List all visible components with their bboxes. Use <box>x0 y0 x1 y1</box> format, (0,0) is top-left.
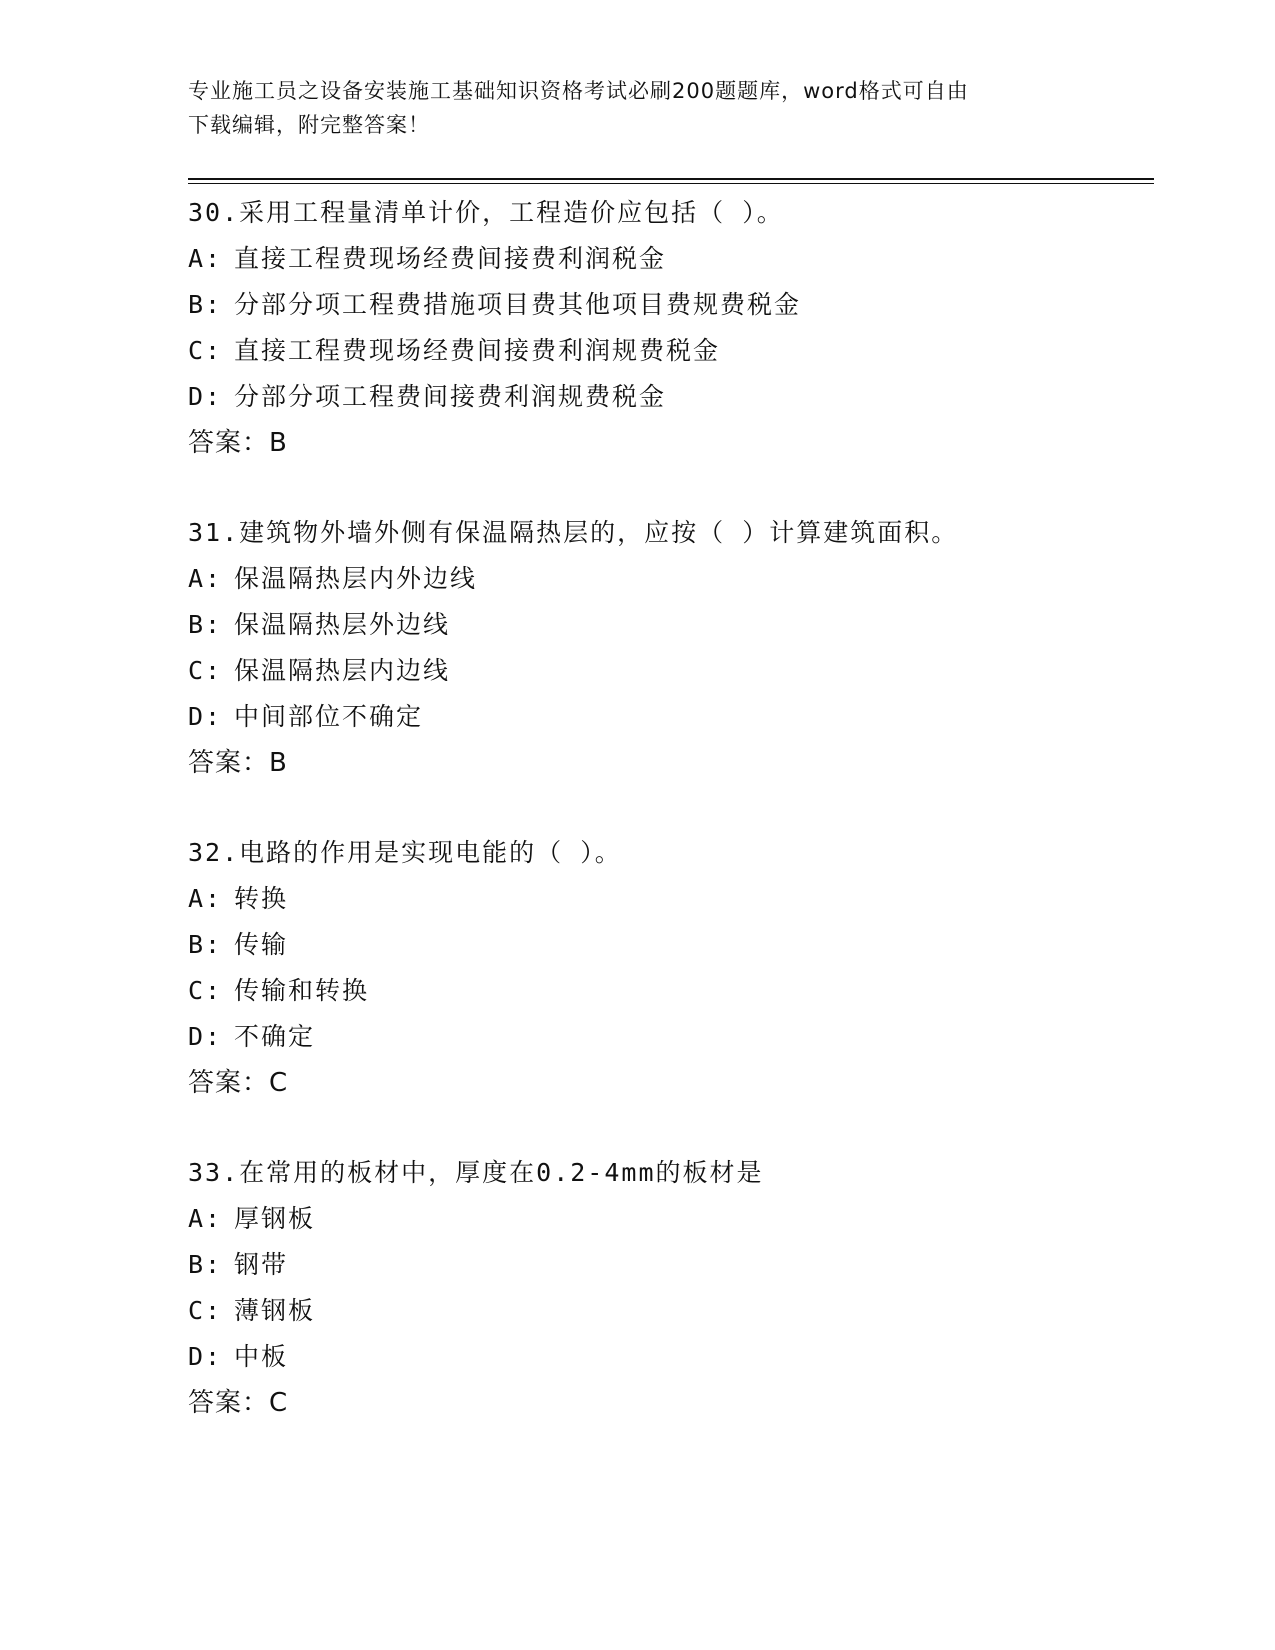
document-header <box>188 74 1078 142</box>
option-key: A: <box>188 564 223 593</box>
option-c <box>188 328 1148 374</box>
option-key: C: <box>188 976 223 1005</box>
question-stem: 30.采用工程量清单计价，工程造价应包括（ ）。 <box>188 198 784 227</box>
option-key: A: <box>188 1204 223 1233</box>
header-divider-thick <box>188 178 1154 180</box>
option-text: 分部分项工程费间接费利润规费税金 <box>234 382 667 411</box>
option-text: 保温隔热层内边线 <box>234 656 451 685</box>
option-key: D: <box>188 702 223 731</box>
option-c <box>188 648 1148 694</box>
answer-line: 答案：C <box>188 1068 289 1098</box>
option-text: 传输 <box>234 930 289 959</box>
answer-line: 答案：C <box>188 1388 289 1418</box>
option-text: 薄钢板 <box>234 1296 316 1325</box>
question-32 <box>188 830 1148 1106</box>
option-b <box>188 1242 1148 1288</box>
option-a <box>188 236 1148 282</box>
option-key: A: <box>188 244 223 273</box>
option-d <box>188 1334 1148 1380</box>
option-text: 不确定 <box>234 1022 316 1051</box>
option-text: 厚钢板 <box>234 1204 316 1233</box>
option-d <box>188 694 1148 740</box>
option-key: B: <box>188 290 223 319</box>
header-divider-thin <box>188 183 1154 184</box>
option-d <box>188 1014 1148 1060</box>
option-key: B: <box>188 930 223 959</box>
option-text: 转换 <box>234 884 289 913</box>
option-text: 保温隔热层内外边线 <box>234 564 478 593</box>
question-31 <box>188 510 1148 786</box>
answer-line: 答案：B <box>188 748 288 778</box>
option-d <box>188 374 1148 420</box>
question-30 <box>188 190 1148 466</box>
option-a <box>188 876 1148 922</box>
question-33 <box>188 1150 1148 1426</box>
question-stem: 33.在常用的板材中，厚度在0.2-4mm的板材是 <box>188 1158 764 1187</box>
option-key: D: <box>188 1022 223 1051</box>
option-key: B: <box>188 610 223 639</box>
option-text: 保温隔热层外边线 <box>234 610 451 639</box>
option-c <box>188 968 1148 1014</box>
option-b <box>188 922 1148 968</box>
option-text: 中间部位不确定 <box>234 702 424 731</box>
option-c <box>188 1288 1148 1334</box>
option-text: 传输和转换 <box>234 976 370 1005</box>
option-text: 直接工程费现场经费间接费利润税金 <box>234 244 667 273</box>
option-b <box>188 602 1148 648</box>
option-key: D: <box>188 382 223 411</box>
answer-line: 答案：B <box>188 428 288 458</box>
option-key: A: <box>188 884 223 913</box>
question-stem: 32.电路的作用是实现电能的（ ）。 <box>188 838 622 867</box>
option-text: 钢带 <box>234 1250 289 1279</box>
option-key: C: <box>188 336 223 365</box>
header-line-2: 下载编辑，附完整答案！ <box>188 113 430 137</box>
option-a <box>188 556 1148 602</box>
option-text: 直接工程费现场经费间接费利润规费税金 <box>234 336 721 365</box>
option-key: C: <box>188 1296 223 1325</box>
option-key: D: <box>188 1342 223 1371</box>
header-line-1: 专业施工员之设备安装施工基础知识资格考试必刷200题题库，word格式可自由 <box>188 79 969 103</box>
question-stem: 31.建筑物外墙外侧有保温隔热层的，应按（ ）计算建筑面积。 <box>188 518 959 547</box>
option-b <box>188 282 1148 328</box>
option-text: 中板 <box>234 1342 289 1371</box>
option-a <box>188 1196 1148 1242</box>
option-text: 分部分项工程费措施项目费其他项目费规费税金 <box>234 290 802 319</box>
option-key: C: <box>188 656 223 685</box>
option-key: B: <box>188 1250 223 1279</box>
